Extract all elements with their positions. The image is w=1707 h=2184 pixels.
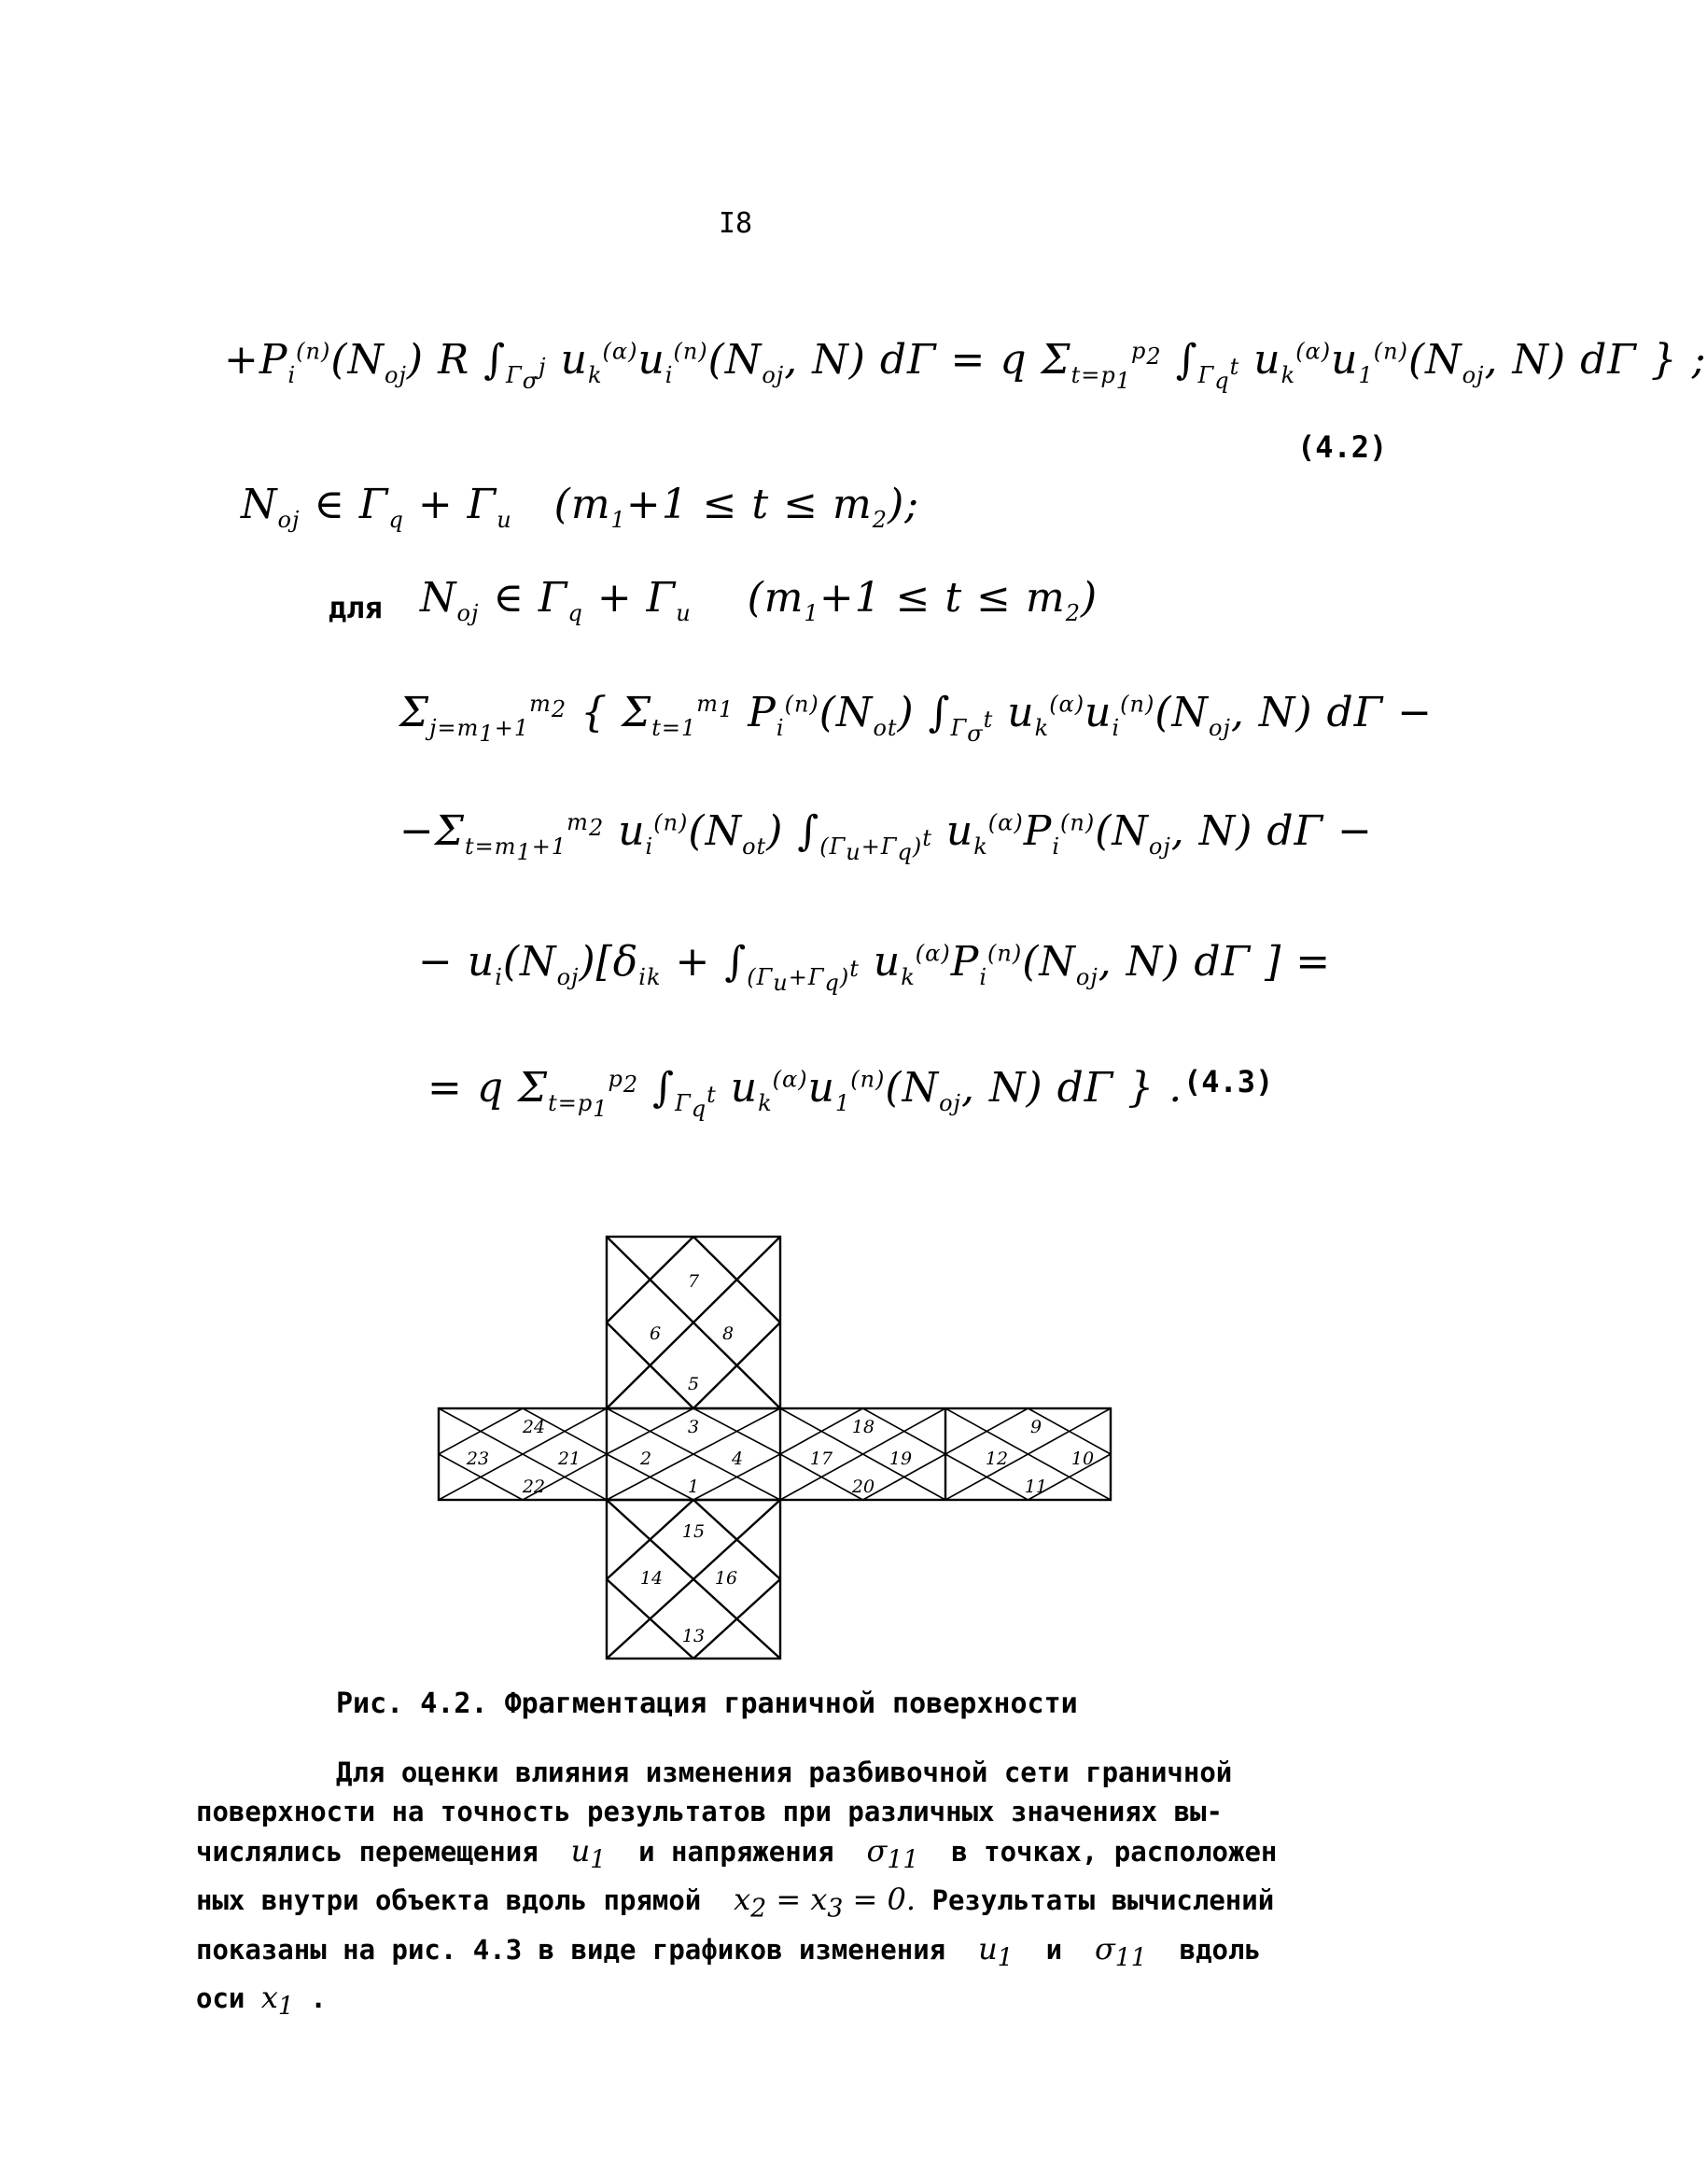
- equation-4-3-line-4: = q $\Sigma_{t=p_1}^{p_2}$ $\int_{\Gamma_q^t}$ $u_k^{(\alpha)}u_1^{(n)}(N_{oj}$, N) dΓ } .: [427, 1064, 1183, 1122]
- element-number-label: 19: [888, 1449, 913, 1469]
- element-number-label: 18: [851, 1417, 875, 1437]
- body-paragraph: [196, 1753, 1325, 2027]
- element-number-label: 14: [639, 1568, 664, 1589]
- boundary-mesh-figure: [429, 1223, 1120, 1671]
- para-line-1: Для оценки влияния изменения разбивочной сети граничной: [336, 1757, 1233, 1788]
- figure-caption: Рис. 4.2. Фрагментация граничной поверхности: [336, 1687, 1078, 1720]
- page-number: I8: [719, 207, 753, 240]
- element-number-label: 9: [1029, 1417, 1042, 1437]
- equation-4-3-line-2: $-\Sigma_{t=m_1+1}^{m_2}$ $u_i^{(n)}(N_{ot})$ $\int_{(\Gamma_u+\Gamma_q)^t}$ $u_k^{(\alpha)}P_i^{(n)}(N_{oj}$, N) dΓ −: [399, 807, 1373, 865]
- element-number-label: 1: [687, 1477, 700, 1497]
- element-number-label: 10: [1070, 1449, 1095, 1469]
- para-line-2: поверхности на точность результатов при различных значениях вы-: [196, 1796, 1223, 1827]
- element-number-label: 20: [851, 1477, 875, 1497]
- element-number-label: 24: [522, 1417, 546, 1437]
- element-number-label: 12: [985, 1449, 1009, 1469]
- element-number-label: 21: [557, 1449, 581, 1469]
- equation-4-3-line-3: − $u_i(N_{oj})[\delta_{ik} + \int_{(\Gamma_u+\Gamma_q)^t}$ $u_k^{(\alpha)}P_i^{(n)}(N_{oj}$, N) dΓ ] =: [418, 938, 1332, 996]
- para-line-5: показаны на рис. 4.3 в виде графиков изменения $u_1$ и $\sigma_{11}$ вдоль: [196, 1930, 1261, 1973]
- element-number-label: 16: [714, 1568, 738, 1589]
- equation-number-4-3: (4.3): [1183, 1064, 1274, 1099]
- dlya-condition: $N_{oj}$ ∈ $\Gamma_q + \Gamma_u$ $(m_1+1 \le t \le m_2)$: [420, 574, 1098, 626]
- element-number-label: 7: [687, 1271, 700, 1292]
- para-line-3: числялись перемещения $u_1$ и напряжения $\sigma_{11}$ в точках, расположен: [196, 1833, 1278, 1875]
- element-number-label: 11: [1024, 1477, 1048, 1497]
- element-number-label: 23: [466, 1449, 490, 1469]
- equation-number-4-2: (4.2): [1297, 429, 1388, 465]
- equation-4-3-line-1: $\Sigma_{j=m_1+1}^{m_2}$ { $\Sigma_{t=1}^{m_1}$ $P_i^{(n)}(N_{ot})$ $\int_{\Gamma_\sigma^t}$ $u_k^{(\alpha)}u_i^{(n)}(N_{oj}$, N) dΓ −: [399, 689, 1434, 747]
- element-number-label: 2: [639, 1449, 652, 1469]
- element-number-label: 5: [687, 1374, 700, 1394]
- element-number-label: 17: [809, 1449, 833, 1469]
- equation-4-2-line-1: $+P_i^{(n)}(N_{oj})$ R $\int_{\Gamma_\sigma^j}$ $u_k^{(\alpha)}u_i^{(n)}(N_{oj}$, N) dΓ = q $\Sigma_{t=p_1}^{p_2}$ $\int_{\Gamma_q^t}$ $u_k^{(\alpha)}u_1^{(n)}(N_{oj}$, N) dΓ } ;: [224, 336, 1707, 394]
- element-number-label: 6: [649, 1323, 662, 1344]
- element-number-label: 4: [731, 1449, 744, 1469]
- equation-4-2-condition: $N_{oj}$ ∈ $\Gamma_q + \Gamma_u$ $(m_1+1 \le t \le m_2)$;: [241, 481, 920, 533]
- para-line-4: ных внутри объекта вдоль прямой $x_2 = x_3 = 0$. Результаты вычислений: [196, 1882, 1275, 1924]
- element-number-label: 22: [522, 1477, 546, 1497]
- element-number-label: 15: [681, 1521, 706, 1542]
- element-number-label: 3: [687, 1417, 700, 1437]
- element-number-label: 13: [681, 1626, 706, 1646]
- dlya-label: для: [329, 590, 383, 625]
- element-number-label: 8: [721, 1323, 735, 1344]
- para-line-6: оси $x_1$ .: [196, 1980, 327, 2022]
